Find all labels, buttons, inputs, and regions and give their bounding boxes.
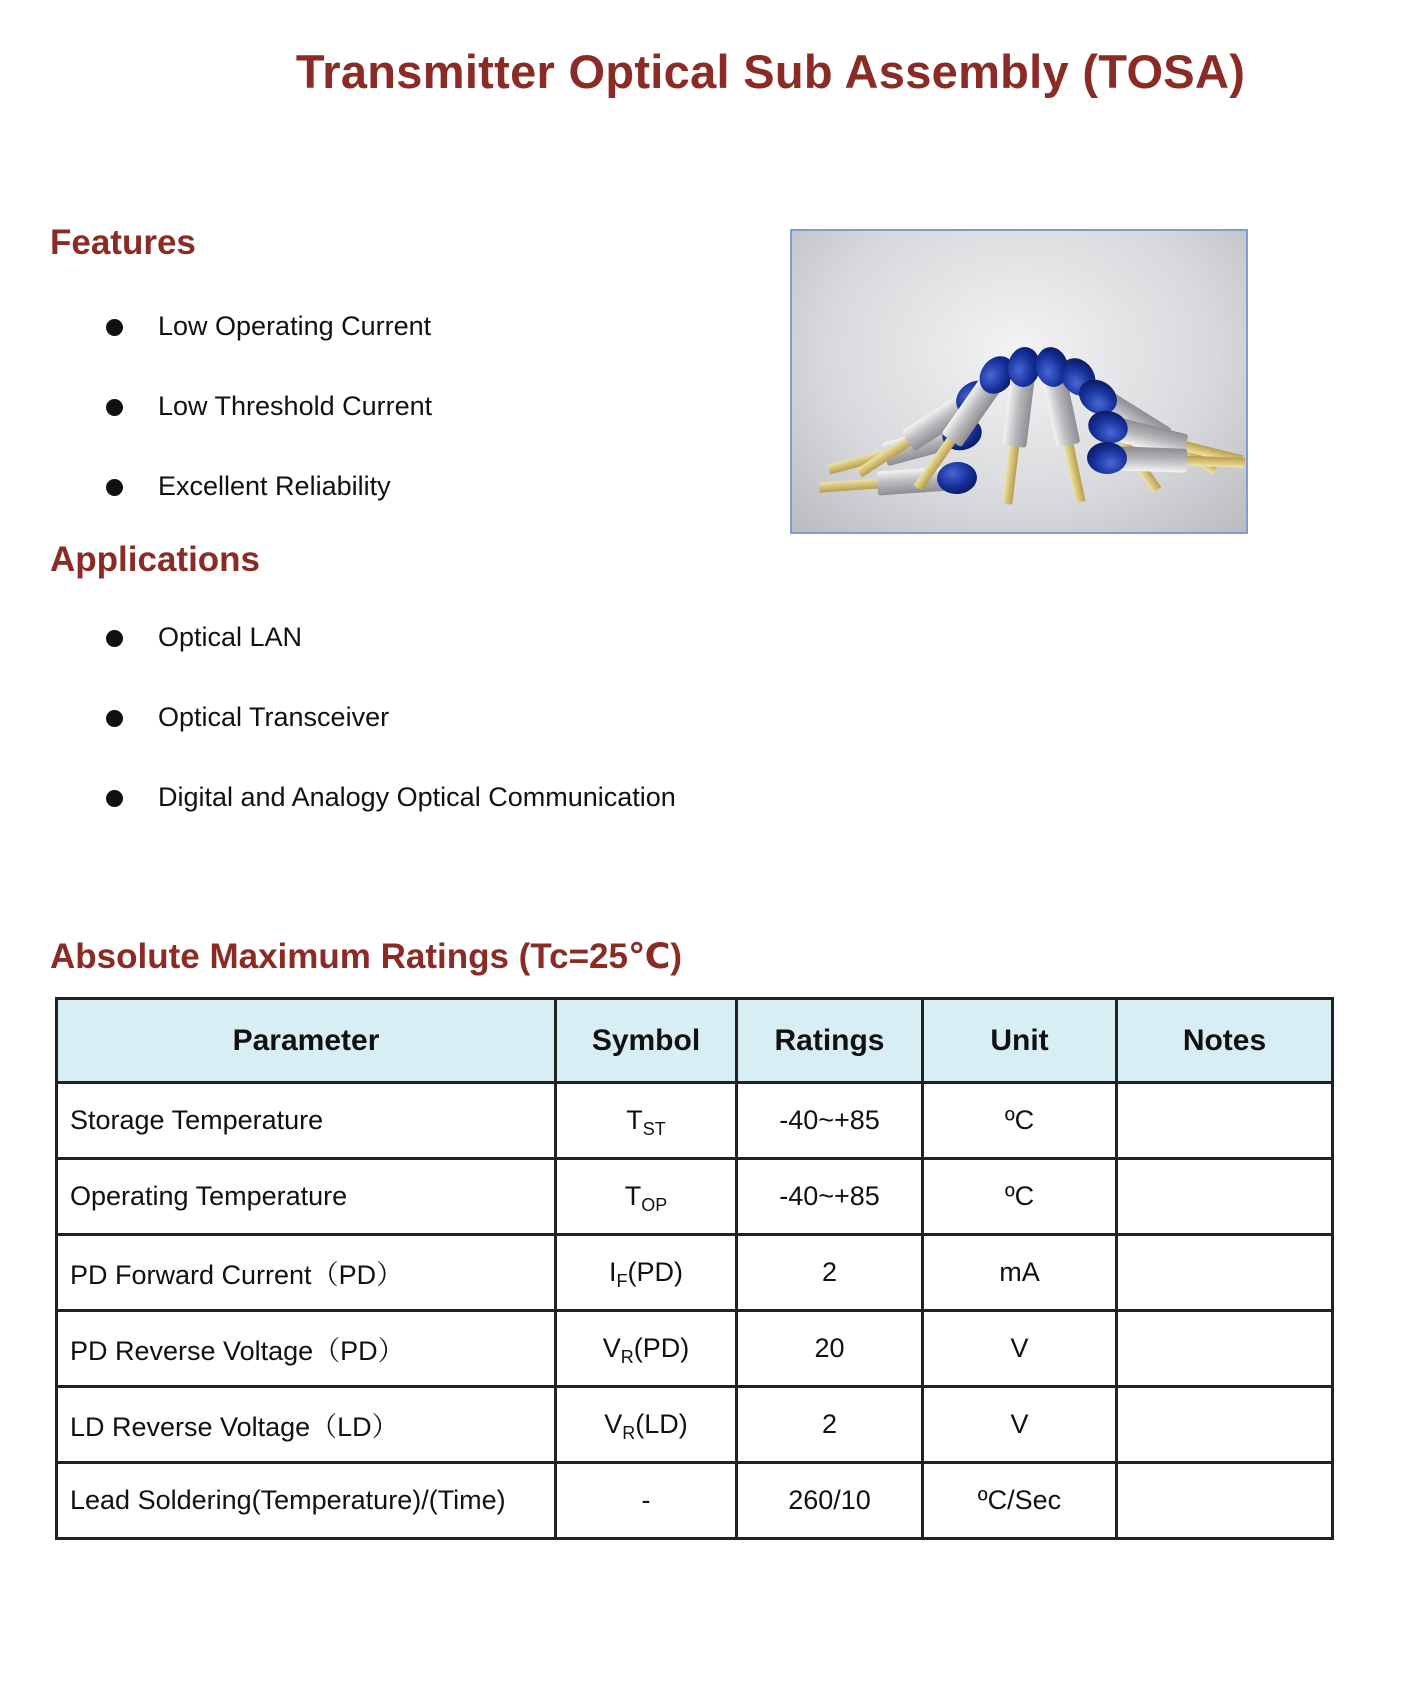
notes-cell — [1117, 1083, 1333, 1159]
rating-cell: 260/10 — [737, 1463, 923, 1539]
symbol-cell: $I_F(PD)$ — [556, 1235, 737, 1311]
parameter-cell: PD Forward Current（PD） — [57, 1235, 556, 1311]
bullet-icon — [106, 479, 123, 496]
bullet-icon — [106, 319, 123, 336]
bullet-icon — [106, 630, 123, 647]
table-row — [57, 1387, 1333, 1463]
bullet-icon — [106, 710, 123, 727]
ratings-heading: Absolute Maximum Ratings (Tc=25℃) — [50, 937, 682, 976]
table-row — [57, 1159, 1333, 1235]
tosa-components-illustration — [792, 231, 1246, 532]
parameter-cell: Storage Temperature — [57, 1083, 556, 1159]
notes-cell — [1117, 1387, 1333, 1463]
table-header-row — [57, 999, 1333, 1083]
product-photo — [790, 229, 1248, 534]
symbol-cell: - — [556, 1463, 737, 1539]
rating-cell: 20 — [737, 1311, 923, 1387]
unit-cell: ºC — [923, 1083, 1117, 1159]
column-header-notes: Notes — [1117, 999, 1333, 1083]
table-row — [57, 1311, 1333, 1387]
bullet-icon — [106, 399, 123, 416]
applications-heading: Applications — [50, 540, 261, 579]
symbol-cell: $V_R(LD)$ — [556, 1387, 737, 1463]
unit-cell: ºC/Sec — [923, 1463, 1117, 1539]
ratings-table — [55, 997, 1334, 1540]
table-row — [57, 1463, 1333, 1539]
unit-cell: V — [923, 1387, 1117, 1463]
table-row — [57, 1083, 1333, 1159]
table-row — [57, 1235, 1333, 1311]
notes-cell — [1117, 1463, 1333, 1539]
rating-cell: -40~+85 — [737, 1159, 923, 1235]
symbol-cell: $V_R(PD)$ — [556, 1311, 737, 1387]
tosa-group — [818, 344, 1246, 506]
features-heading: Features — [50, 223, 196, 262]
parameter-cell: LD Reverse Voltage（LD） — [57, 1387, 556, 1463]
parameter-cell: Operating Temperature — [57, 1159, 556, 1235]
bullet-icon — [106, 790, 123, 807]
rating-cell: 2 — [737, 1235, 923, 1311]
symbol-cell: $T_{ST}$ — [556, 1083, 737, 1159]
notes-cell — [1117, 1159, 1333, 1235]
rating-cell: -40~+85 — [737, 1083, 923, 1159]
column-header-ratings: Ratings — [737, 999, 923, 1083]
parameter-cell: Lead Soldering(Temperature)/(Time) — [57, 1463, 556, 1539]
column-header-symbol: Symbol — [556, 999, 737, 1083]
notes-cell — [1117, 1235, 1333, 1311]
unit-cell: V — [923, 1311, 1117, 1387]
unit-cell: ºC — [923, 1159, 1117, 1235]
page-title: Transmitter Optical Sub Assembly (TOSA) — [295, 45, 1246, 98]
column-header-parameter: Parameter — [57, 999, 556, 1083]
notes-cell — [1117, 1311, 1333, 1387]
symbol-cell: $T_{OP}$ — [556, 1159, 737, 1235]
column-header-unit: Unit — [923, 999, 1117, 1083]
rating-cell: 2 — [737, 1387, 923, 1463]
parameter-cell: PD Reverse Voltage（PD） — [57, 1311, 556, 1387]
unit-cell: mA — [923, 1235, 1117, 1311]
